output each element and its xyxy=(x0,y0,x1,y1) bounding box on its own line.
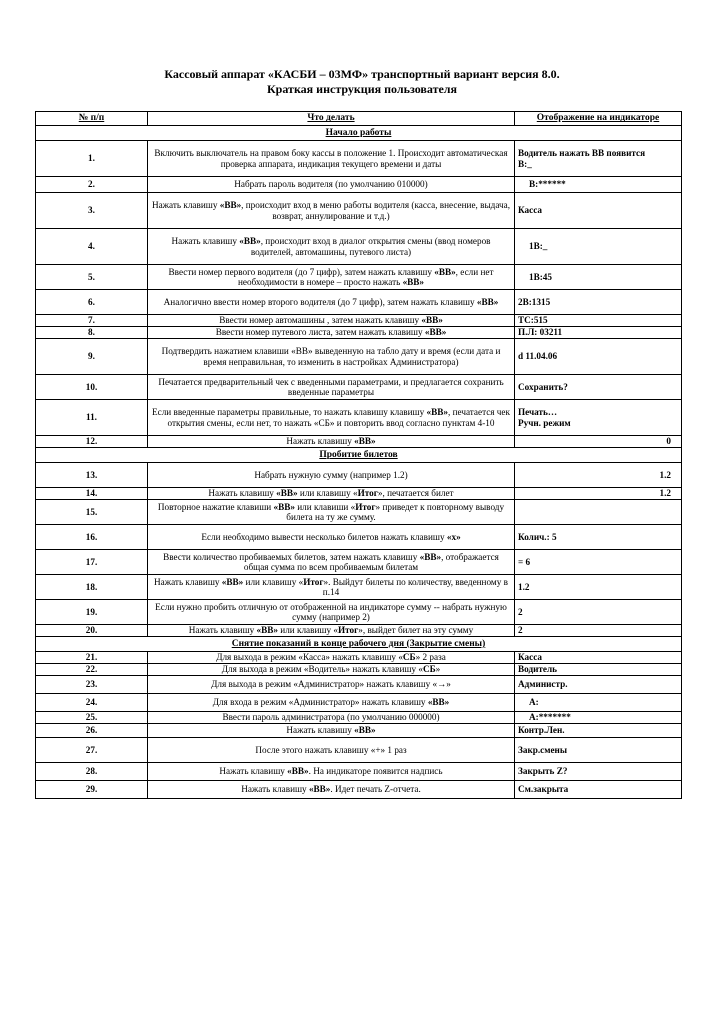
indicator-text: ТС:515 xyxy=(518,315,548,326)
table-row xyxy=(36,375,682,400)
indicator-text: Сохранить? xyxy=(518,381,568,392)
indicator-text: Касса xyxy=(518,205,542,216)
instruction-text: » 2 раза xyxy=(415,652,446,663)
indicator-text: См.закрыта xyxy=(518,784,569,795)
step-instruction xyxy=(148,712,515,724)
table-row xyxy=(36,265,682,290)
indicator-display xyxy=(515,265,682,290)
step-instruction xyxy=(148,375,515,400)
instruction-text: Нажать клавишу xyxy=(188,625,257,636)
instruction-text: Включить выключатель на правом боку кассы в положение 1. Происходит автоматическая проверка аппарата, индикация текущего времени и даты xyxy=(154,148,508,169)
step-number: 13. xyxy=(36,463,148,488)
instruction-text: Нажать клавишу xyxy=(171,236,240,247)
instruction-text: Ввести номер первого водителя (до 7 цифр), затем нажать клавишу xyxy=(168,266,435,277)
indicator-display xyxy=(515,500,682,525)
instruction-text: , происходит вход в меню работы водителя (касса, внесение, выдача, возврат, аннулирование и т.д.) xyxy=(241,200,511,221)
table-row xyxy=(36,488,682,500)
document-title xyxy=(0,67,724,97)
instruction-text: Нажать клавишу xyxy=(151,200,220,211)
instruction-text: Нажать клавишу xyxy=(286,725,355,736)
step-number: 1. xyxy=(36,141,148,177)
table-row xyxy=(36,290,682,315)
indicator-text: = 6 xyxy=(518,556,531,567)
step-instruction xyxy=(148,694,515,712)
step-instruction xyxy=(148,339,515,375)
title-line-2: Краткая инструкция пользователя xyxy=(266,82,458,96)
table-row xyxy=(36,652,682,664)
step-number: 9. xyxy=(36,339,148,375)
step-number: 7. xyxy=(36,315,148,327)
indicator-display xyxy=(515,193,682,229)
step-number: 28. xyxy=(36,763,148,781)
instruction-key-text: Итог xyxy=(357,488,378,499)
instruction-text: , отображается общая сумма по всем пробиваемым билетам xyxy=(243,551,499,572)
step-number: 6. xyxy=(36,290,148,315)
instruction-text: Ввести количество пробиваемых билетов, затем нажать клавишу xyxy=(163,551,420,562)
table-body xyxy=(36,126,682,799)
instruction-text: Нажать клавишу xyxy=(286,436,355,447)
section-title: Снятие показаний в конце рабочего дня (Закрытие смены) xyxy=(36,637,682,652)
instruction-text: Повторное нажатие клавиши xyxy=(157,501,274,512)
step-instruction xyxy=(148,400,515,436)
table-row xyxy=(36,763,682,781)
instruction-text: ». Выйдут билеты по количеству, введенному в п.14 xyxy=(322,576,508,597)
indicator-text: Ручн. режим xyxy=(518,417,571,428)
instruction-text: Если введенные параметры правильные, то нажать клавишу клавишу xyxy=(152,407,427,418)
indicator-display xyxy=(515,375,682,400)
step-instruction xyxy=(148,229,515,265)
instruction-text: Нажать клавишу xyxy=(241,784,309,795)
instruction-text: После этого нажать клавишу «+» 1 раз xyxy=(255,744,407,755)
indicator-display xyxy=(515,229,682,265)
indicator-text: Закрыть Z? xyxy=(518,766,568,777)
step-instruction xyxy=(148,600,515,625)
instruction-key-text: СБ xyxy=(422,664,436,675)
instruction-key-text: «ВВ» xyxy=(419,551,442,562)
indicator-text: Закр.смены xyxy=(518,744,568,755)
instruction-text: Если нужно пробить отличную от отображенной на индикаторе сумму -- набрать нужную сумму (например 2) xyxy=(155,601,507,622)
instruction-text: Ввести пароль администратора (по умолчанию 000000) xyxy=(222,712,440,723)
indicator-display xyxy=(515,339,682,375)
indicator-display xyxy=(515,436,682,448)
indicator-text: А: xyxy=(529,697,539,708)
instruction-text: Если необходимо вывести несколько билетов нажать клавишу xyxy=(201,531,447,542)
instruction-key-text: «ВВ» xyxy=(239,236,261,247)
table-row xyxy=(36,229,682,265)
step-instruction xyxy=(148,315,515,327)
instruction-text: Ввести номер путевого листа, затем нажать клавишу xyxy=(215,327,425,338)
indicator-display xyxy=(515,488,682,500)
indicator-display xyxy=(515,141,682,177)
indicator-display xyxy=(515,463,682,488)
section-header-row xyxy=(36,448,682,463)
indicator-display xyxy=(515,652,682,664)
step-instruction xyxy=(148,664,515,676)
table-row xyxy=(36,177,682,193)
indicator-display xyxy=(515,763,682,781)
instruction-text: или клавиши « xyxy=(294,501,356,512)
indicator-display xyxy=(515,327,682,339)
indicator-text: d 11.04.06 xyxy=(518,351,558,362)
indicator-text: Водитель xyxy=(518,664,558,675)
table-row xyxy=(36,436,682,448)
instruction-key-text: «ВВ» xyxy=(402,277,425,287)
instruction-text: . На индикаторе появится надпись xyxy=(308,766,443,777)
instruction-text: . Идет печать Z-отчета. xyxy=(330,784,421,795)
table-row xyxy=(36,463,682,488)
instruction-text: Для выхода в режим «Администратор» нажать клавишу «→» xyxy=(211,679,451,690)
table-row xyxy=(36,724,682,738)
indicator-display xyxy=(515,664,682,676)
instruction-text: Нажать клавишу xyxy=(219,766,288,777)
step-number: 19. xyxy=(36,600,148,625)
table-row xyxy=(36,664,682,676)
step-instruction xyxy=(148,141,515,177)
instruction-key-text: «ВВ» xyxy=(427,697,450,708)
step-number: 23. xyxy=(36,676,148,694)
step-number: 16. xyxy=(36,525,148,550)
section-header-row xyxy=(36,637,682,652)
instruction-text: Нажать клавишу xyxy=(154,576,222,587)
instruction-text: Набрать пароль водителя (по умолчанию 010000) xyxy=(234,179,428,190)
step-number: 29. xyxy=(36,781,148,799)
instruction-text: Для выхода в режим «Касса» нажать клавишу « xyxy=(216,652,403,663)
instruction-key-text: «ВВ» xyxy=(221,576,244,587)
step-number: 4. xyxy=(36,229,148,265)
title-line-1: Кассовый аппарат «КАСБИ – 03МФ» транспортный вариант версия 8.0. xyxy=(164,67,560,81)
column-header-display: Отображение на индикаторе xyxy=(515,112,682,126)
step-number: 12. xyxy=(36,436,148,448)
indicator-text: Печать… xyxy=(518,407,558,418)
step-instruction xyxy=(148,738,515,763)
step-number: 27. xyxy=(36,738,148,763)
instruction-text: Для входа в режим «Администратор» нажать клавишу xyxy=(212,697,428,708)
indicator-display xyxy=(515,177,682,193)
instruction-text: » xyxy=(435,664,441,675)
instruction-key-text: «ВВ» xyxy=(426,407,448,418)
instruction-key-text: «х» xyxy=(446,531,461,542)
instruction-key-text: «ВВ» xyxy=(287,766,309,777)
step-instruction xyxy=(148,265,515,290)
instruction-key-text: «ВВ» xyxy=(354,436,376,447)
step-number: 11. xyxy=(36,400,148,436)
indicator-display xyxy=(515,694,682,712)
instruction-key-text: Итог xyxy=(303,576,324,587)
instruction-key-text: «ВВ» xyxy=(434,266,456,277)
table-row xyxy=(36,193,682,229)
column-header-number: № п/п xyxy=(36,112,148,126)
step-instruction xyxy=(148,193,515,229)
indicator-text: Контр.Лен. xyxy=(518,725,565,736)
indicator-text: 0 xyxy=(666,436,671,447)
instruction-key-text: «ВВ» xyxy=(219,200,242,211)
indicator-display xyxy=(515,712,682,724)
indicator-display xyxy=(515,600,682,625)
instruction-text: или клавишу « xyxy=(243,576,304,587)
section-header-row xyxy=(36,126,682,141)
instruction-text: Печатается предварительный чек с введенными параметрами, и предлагается сохранить введенные параметры xyxy=(158,376,504,397)
section-title: Начало работы xyxy=(36,126,682,141)
indicator-display xyxy=(515,550,682,575)
instruction-text: , если нет необходимости в номере – просто нажать xyxy=(237,266,494,287)
instruction-key-text: «ВВ» xyxy=(354,725,376,736)
table-row xyxy=(36,400,682,436)
table-row xyxy=(36,694,682,712)
step-number: 5. xyxy=(36,265,148,290)
indicator-display xyxy=(515,575,682,600)
step-number: 3. xyxy=(36,193,148,229)
instruction-text: Для выхода в режим «Водитель» нажать клавишу « xyxy=(221,664,423,675)
step-number: 10. xyxy=(36,375,148,400)
instruction-key-text: «ВВ» xyxy=(424,327,447,338)
indicator-text: Колич.: 5 xyxy=(518,531,557,542)
step-number: 14. xyxy=(36,488,148,500)
indicator-text: В:****** xyxy=(529,179,566,190)
table-row xyxy=(36,676,682,694)
indicator-display xyxy=(515,781,682,799)
step-instruction xyxy=(148,724,515,738)
step-instruction xyxy=(148,763,515,781)
instruction-key-text: «ВВ» xyxy=(273,501,295,512)
table-row xyxy=(36,500,682,525)
indicator-text: 2 xyxy=(518,625,523,636)
instruction-text: или клавишу « xyxy=(278,625,338,636)
table-row xyxy=(36,315,682,327)
step-instruction xyxy=(148,625,515,637)
instruction-key-text: Итог xyxy=(355,501,376,512)
step-instruction xyxy=(148,676,515,694)
instruction-text: , происходит вход в диалог открытия смены (ввод номеров водителей, автомашины, путевого листа) xyxy=(250,236,491,257)
indicator-text: 1.2 xyxy=(659,488,671,499)
step-instruction xyxy=(148,463,515,488)
step-instruction xyxy=(148,327,515,339)
step-instruction xyxy=(148,177,515,193)
step-number: 20. xyxy=(36,625,148,637)
step-number: 26. xyxy=(36,724,148,738)
instruction-text: Аналогично ввести номер второго водителя (до 7 цифр), затем нажать клавишу xyxy=(163,296,477,307)
table-row xyxy=(36,550,682,575)
instruction-text: Нажать клавишу xyxy=(208,488,277,499)
step-number: 18. xyxy=(36,575,148,600)
instruction-text: Подтвердить нажатием клавиши «ВВ» выведенную на табло дату и время (если дата и время неправильная, то изменить в настройках Администратора) xyxy=(161,346,501,367)
table-row xyxy=(36,625,682,637)
table-row xyxy=(36,712,682,724)
instruction-key-text: Итог xyxy=(337,625,359,636)
instruction-text: , печатается чек открытия смены, если нет, то нажать «СБ» и повторить ввод согласно пунктам 4-10 xyxy=(167,407,510,428)
table-row xyxy=(36,738,682,763)
step-number: 8. xyxy=(36,327,148,339)
table-row xyxy=(36,575,682,600)
instruction-text: Ввести номер автомашины , затем нажать клавишу xyxy=(219,315,422,326)
instruction-text: », выйдет билет на эту сумму xyxy=(358,625,474,636)
instruction-text: или клавишу « xyxy=(297,488,358,499)
indicator-text: 1В:_ xyxy=(529,241,548,252)
instruction-table xyxy=(35,111,682,799)
indicator-display xyxy=(515,738,682,763)
indicator-display xyxy=(515,625,682,637)
step-instruction xyxy=(148,525,515,550)
instruction-key-text: «ВВ» xyxy=(276,488,298,499)
step-number: 17. xyxy=(36,550,148,575)
indicator-text: Касса xyxy=(518,652,542,663)
table-row xyxy=(36,327,682,339)
step-instruction xyxy=(148,652,515,664)
instruction-key-text: СБ xyxy=(402,652,416,663)
indicator-display xyxy=(515,525,682,550)
indicator-display xyxy=(515,676,682,694)
indicator-display xyxy=(515,724,682,738)
step-number: 2. xyxy=(36,177,148,193)
table-row xyxy=(36,339,682,375)
indicator-text: А:******* xyxy=(529,712,571,723)
step-number: 21. xyxy=(36,652,148,664)
step-instruction xyxy=(148,575,515,600)
instruction-text: » приведет к повторному выводу билета на ту же сумму. xyxy=(286,501,505,522)
indicator-display xyxy=(515,290,682,315)
instruction-key-text: «ВВ» xyxy=(256,625,278,636)
step-number: 22. xyxy=(36,664,148,676)
instruction-key-text: «ВВ» xyxy=(308,784,331,795)
step-instruction xyxy=(148,781,515,799)
table-row xyxy=(36,600,682,625)
column-header-action: Что делать xyxy=(148,112,515,126)
step-number: 15. xyxy=(36,500,148,525)
indicator-text: 1.2 xyxy=(518,581,530,592)
table-row xyxy=(36,141,682,177)
indicator-text: 1.2 xyxy=(659,469,671,480)
step-number: 24. xyxy=(36,694,148,712)
step-number: 25. xyxy=(36,712,148,724)
indicator-text: Водитель нажать ВВ появится xyxy=(518,148,646,159)
indicator-text: 2 xyxy=(518,606,523,617)
table-row xyxy=(36,525,682,550)
step-instruction xyxy=(148,550,515,575)
table-header-row xyxy=(36,112,682,126)
step-instruction xyxy=(148,436,515,448)
section-title: Пробитие билетов xyxy=(36,448,682,463)
instruction-text: », печатается билет xyxy=(377,488,454,499)
indicator-text: Администр. xyxy=(518,679,568,690)
step-instruction xyxy=(148,488,515,500)
indicator-display xyxy=(515,400,682,436)
instruction-key-text: «ВВ» xyxy=(476,296,499,307)
indicator-text: П.Л: 03211 xyxy=(518,327,563,338)
indicator-display xyxy=(515,315,682,327)
step-instruction xyxy=(148,290,515,315)
indicator-text: В:_ xyxy=(518,158,532,169)
instruction-key-text: «ВВ» xyxy=(421,315,443,326)
table-row xyxy=(36,781,682,799)
indicator-text: 2В:1315 xyxy=(518,296,551,307)
instruction-text: Набрать нужную сумму (например 1.2) xyxy=(254,469,408,480)
indicator-text: 1В:45 xyxy=(529,271,552,282)
step-instruction xyxy=(148,500,515,525)
